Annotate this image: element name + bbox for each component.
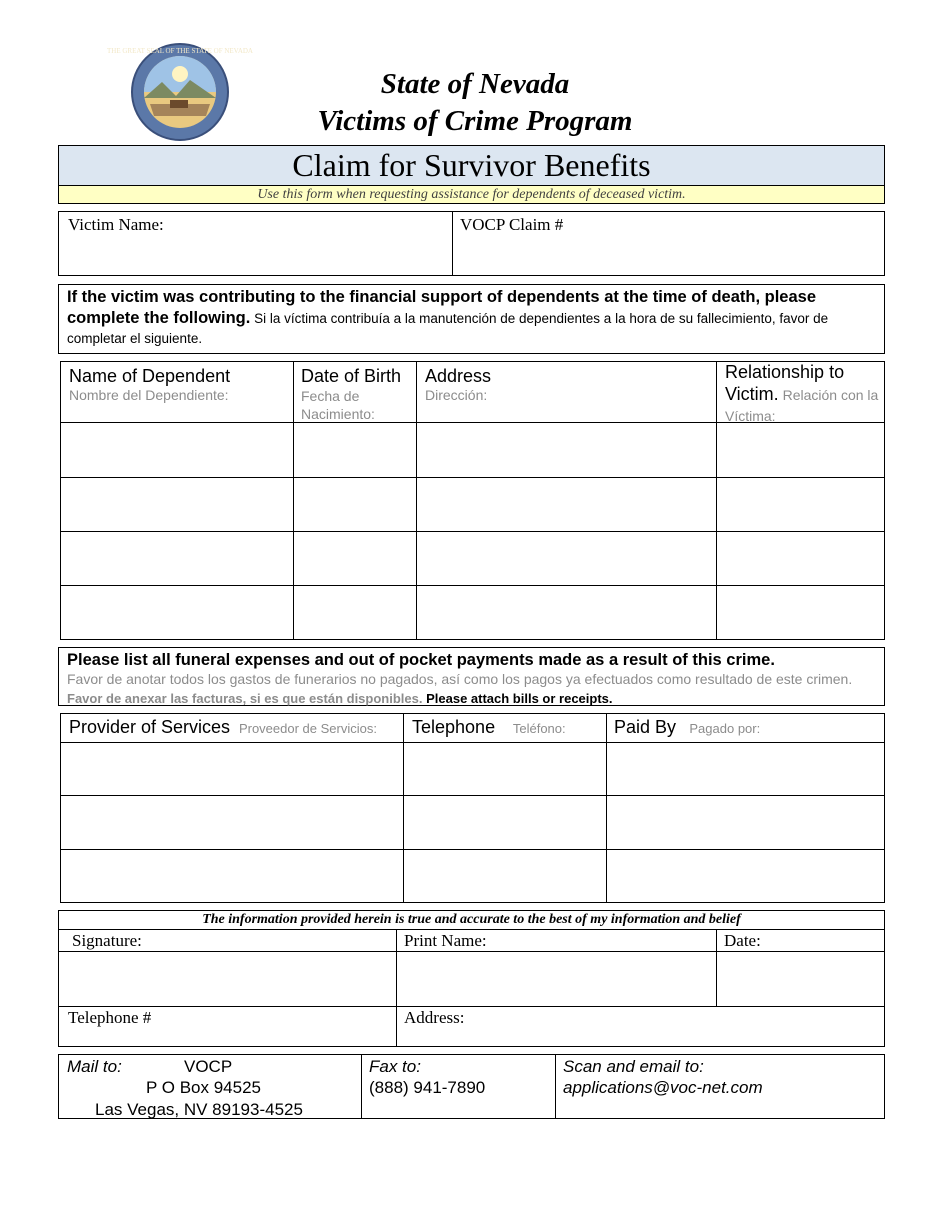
vocp-claim-label: VOCP Claim # — [460, 215, 564, 234]
mail-to-label: Mail to: — [67, 1057, 122, 1076]
dependent-relationship-field[interactable] — [719, 588, 882, 637]
certification-box — [58, 910, 885, 1047]
header-label: Relationship to Victim. — [725, 362, 845, 404]
dependent-name-field[interactable] — [63, 534, 291, 583]
dependent-address-field[interactable] — [419, 480, 714, 529]
address-label: Address: — [404, 1008, 465, 1027]
header-sub: Dirección: — [425, 387, 488, 403]
fax-number: (888) 941-7890 — [369, 1078, 486, 1097]
fax-to-label: Fax to: — [369, 1057, 421, 1076]
victim-name-label: Victim Name: — [68, 215, 164, 234]
funeral-attach-english: Please attach bills or receipts. — [422, 691, 613, 706]
col-divider — [396, 929, 397, 1046]
program-title-line1: State of Nevada — [380, 68, 570, 100]
email-label: Scan and email to: — [563, 1057, 704, 1076]
paid-by-field[interactable] — [609, 852, 882, 900]
funeral-instruction-english: Please list all funeral expenses and out of pocket payments made as a result of this crime. — [67, 651, 775, 669]
col-divider — [416, 362, 417, 639]
program-title-line2: Victims of Crime Program — [317, 105, 633, 137]
header-telephone — [412, 717, 566, 738]
form-title: Claim for Survivor Benefits — [58, 145, 885, 186]
dependent-address-field[interactable] — [419, 534, 714, 583]
provider-field[interactable] — [63, 798, 401, 847]
mail-line2: P O Box 94525 — [146, 1078, 261, 1097]
dependent-dob-field[interactable] — [296, 425, 414, 475]
header-label: Name of Dependent — [69, 366, 231, 386]
header-name-of-dependent — [69, 365, 289, 404]
header-provider-of-services — [69, 717, 377, 738]
funeral-instruction-spanish: Favor de anotar todos los gastos de funerarios no pagados, así como los pagos ya efectuados como resultado de este crimen. — [67, 671, 853, 687]
dependent-relationship-field[interactable] — [719, 534, 882, 583]
form-instruction: Use this form when requesting assistance for dependents of deceased victim. — [58, 185, 885, 204]
row-divider — [59, 1006, 884, 1007]
provider-telephone-field[interactable] — [406, 798, 604, 847]
provider-telephone-field[interactable] — [406, 745, 604, 793]
header-label: Date of Birth — [301, 366, 402, 386]
header-label: Telephone — [412, 717, 496, 737]
dependent-name-field[interactable] — [63, 588, 291, 637]
col-divider — [716, 362, 717, 639]
certification-statement: The information provided herein is true and accurate to the best of my information and belief — [202, 912, 741, 927]
row-divider — [61, 795, 884, 796]
vocp-claim-field[interactable] — [456, 236, 880, 272]
email-address[interactable]: applications@voc-net.com — [563, 1078, 763, 1097]
dependents-instruction-english: If the victim was contributing to the financial support of dependents at the time of death, please complete the following. — [67, 288, 816, 327]
funeral-instructions — [58, 647, 885, 706]
dependent-dob-field[interactable] — [296, 534, 414, 583]
col-divider — [555, 1055, 556, 1118]
header-sub: Proveedor de Servicios: — [238, 721, 377, 736]
header-sub: Nombre del Dependiente: — [69, 387, 229, 403]
paid-by-field[interactable] — [609, 798, 882, 847]
col-divider — [716, 929, 717, 1006]
address-field[interactable] — [479, 1009, 882, 1045]
row-divider — [61, 585, 884, 586]
telephone-field[interactable] — [159, 1009, 394, 1045]
seal-text: THE GREAT SEAL OF THE STATE OF NEVADA — [107, 47, 253, 55]
date-label: Date: — [724, 931, 761, 950]
signature-label: Signature: — [72, 931, 142, 950]
dependent-name-field[interactable] — [63, 480, 291, 529]
header-sub: Fecha de Nacimiento: — [301, 388, 375, 422]
divider — [452, 212, 453, 275]
dependent-address-field[interactable] — [419, 425, 714, 475]
col-divider — [293, 362, 294, 639]
mail-line1: VOCP — [184, 1057, 233, 1076]
header-relationship — [725, 362, 883, 427]
dependent-name-field[interactable] — [63, 425, 291, 475]
row-divider — [61, 531, 884, 532]
provider-field[interactable] — [63, 745, 401, 793]
print-name-field[interactable] — [399, 954, 714, 1004]
header-paid-by — [614, 717, 760, 738]
row-divider — [61, 849, 884, 850]
victim-name-field[interactable] — [63, 236, 449, 272]
dependent-address-field[interactable] — [419, 588, 714, 637]
submission-info-box — [58, 1054, 885, 1119]
row-divider — [59, 929, 884, 930]
victim-info-box — [58, 211, 885, 276]
header-date-of-birth — [301, 365, 413, 423]
header-address — [425, 365, 705, 404]
paid-by-field[interactable] — [609, 745, 882, 793]
expenses-table — [60, 713, 885, 903]
dependents-instruction-spanish: Si la víctima contribuía a la manutención de dependientes a la hora de su fallecimiento, favor de completar el siguiente. — [67, 311, 829, 346]
header-sub: Teléfono: — [512, 721, 566, 736]
col-divider — [361, 1055, 362, 1118]
header-label: Paid By — [614, 717, 677, 737]
row-divider — [61, 477, 884, 478]
header-label: Provider of Services — [69, 717, 231, 737]
dependents-table — [60, 361, 885, 640]
signature-field[interactable] — [61, 954, 394, 1004]
provider-telephone-field[interactable] — [406, 852, 604, 900]
dependent-relationship-field[interactable] — [719, 425, 882, 475]
header-label: Address — [425, 366, 492, 386]
dependent-relationship-field[interactable] — [719, 480, 882, 529]
funeral-attach-spanish: Favor de anexar las facturas, si es que están disponibles. — [67, 691, 423, 706]
mail-line3: Las Vegas, NV 89193-4525 — [95, 1100, 303, 1119]
header-sub: Relación con la Víctima: — [725, 387, 879, 424]
header-sub: Pagado por: — [689, 721, 761, 736]
print-name-label: Print Name: — [404, 931, 487, 950]
telephone-label: Telephone # — [68, 1008, 152, 1027]
dependents-instructions — [58, 284, 885, 354]
row-divider — [59, 951, 884, 952]
provider-field[interactable] — [63, 852, 401, 900]
dependent-dob-field[interactable] — [296, 588, 414, 637]
row-divider — [61, 742, 884, 743]
date-field[interactable] — [719, 954, 882, 1004]
dependent-dob-field[interactable] — [296, 480, 414, 529]
